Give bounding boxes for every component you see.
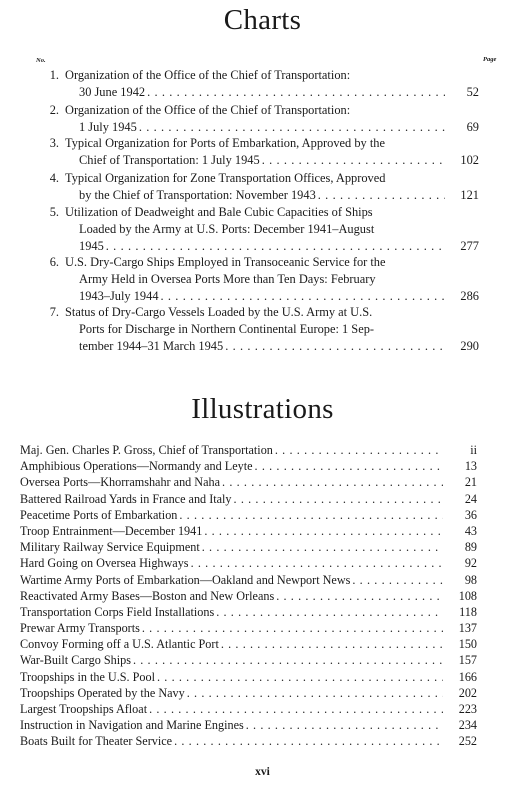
illustration-page: 166 bbox=[458, 669, 477, 684]
chart-entry-title-line: 1943–July 1944 bbox=[79, 289, 159, 303]
column-header-number: No. bbox=[36, 57, 46, 64]
dot-leader bbox=[222, 474, 443, 490]
dot-leader bbox=[234, 491, 443, 507]
illustration-entry bbox=[20, 604, 477, 620]
chart-entry-page: 52 bbox=[466, 85, 479, 99]
illustration-page: 157 bbox=[458, 653, 477, 668]
illustration-entry bbox=[20, 458, 477, 474]
illustration-entry bbox=[20, 733, 477, 749]
illustration-title: Troop Entrainment—December 1941 bbox=[20, 523, 203, 538]
charts-heading: Charts bbox=[223, 4, 302, 36]
illustration-entry bbox=[20, 588, 477, 604]
illustration-page: 13 bbox=[464, 459, 477, 474]
chart-entry-title-line: Loaded by the Army at U.S. Ports: December 1941–August bbox=[79, 222, 375, 236]
chart-entry-number: 1. bbox=[49, 68, 59, 82]
illustration-title: Hard Going on Oversea Highways bbox=[20, 556, 189, 571]
illustration-title: Amphibious Operations—Normandy and Leyte bbox=[20, 459, 253, 474]
illustration-entry bbox=[20, 620, 477, 636]
dot-leader bbox=[106, 238, 445, 255]
illustration-page: 252 bbox=[458, 734, 477, 749]
illustration-page: 118 bbox=[459, 604, 477, 619]
illustration-entry bbox=[20, 523, 477, 539]
chart-entry-page: 277 bbox=[460, 239, 479, 253]
dot-leader bbox=[221, 636, 443, 652]
chart-entry-title-line: Army Held in Oversea Ports More than Ten Days: February bbox=[79, 272, 376, 286]
illustration-title: Prewar Army Transports bbox=[20, 621, 140, 636]
chart-entry-title-line: Organization of the Office of the Chief of Transportation: bbox=[65, 103, 351, 117]
illustration-title: Oversea Ports—Khorramshahr and Naha bbox=[20, 475, 221, 490]
illustration-entry bbox=[20, 539, 477, 555]
illustration-page: 24 bbox=[464, 491, 477, 506]
dot-leader bbox=[276, 588, 443, 604]
illustration-page: 223 bbox=[458, 702, 477, 716]
illustration-title: Instruction in Navigation and Marine Engines bbox=[20, 718, 244, 733]
dot-leader bbox=[139, 119, 445, 136]
illustration-entry bbox=[20, 572, 477, 588]
illustration-page: ii bbox=[470, 443, 477, 457]
chart-entry-number: 3. bbox=[49, 136, 59, 150]
illustration-title: Battered Railroad Yards in France and Italy bbox=[20, 491, 232, 506]
illustration-page: 21 bbox=[464, 475, 477, 490]
chart-entry-page: 286 bbox=[460, 289, 479, 303]
illustration-entry bbox=[20, 442, 477, 458]
dot-leader bbox=[133, 652, 443, 668]
illustration-page: 89 bbox=[464, 540, 477, 555]
chart-entry-title-line: 1945 bbox=[79, 239, 104, 253]
illustration-entry bbox=[20, 491, 477, 507]
illustrations-list bbox=[20, 442, 477, 750]
illustration-page: 36 bbox=[464, 507, 477, 522]
illustration-entry bbox=[20, 701, 477, 717]
illustration-entry bbox=[20, 636, 477, 652]
illustration-title: Wartime Army Ports of Embarkation—Oakland and Newport News bbox=[20, 572, 351, 587]
illustration-page: 137 bbox=[458, 621, 477, 636]
chart-entry-title-line: Status of Dry-Cargo Vessels Loaded by the U.S. Army at U.S. bbox=[65, 305, 373, 319]
dot-leader bbox=[149, 701, 443, 717]
dot-leader bbox=[191, 555, 443, 571]
illustration-title: Troopships Operated by the Navy bbox=[20, 685, 185, 700]
chart-entry-number: 4. bbox=[49, 171, 59, 185]
chart-entry-number: 7. bbox=[49, 305, 59, 319]
illustration-title: Boats Built for Theater Service bbox=[20, 734, 173, 749]
dot-leader bbox=[246, 717, 443, 733]
chart-entry-title-line: Utilization of Deadweight and Bale Cubic Capacities of Ships bbox=[65, 205, 373, 219]
illustration-page: 234 bbox=[458, 718, 477, 733]
dot-leader bbox=[262, 152, 445, 169]
dot-leader bbox=[202, 539, 443, 555]
illustration-entry bbox=[20, 685, 477, 701]
dot-leader bbox=[318, 187, 445, 204]
chart-entry-title-line: Ports for Discharge in Northern Continental Europe: 1 Sep- bbox=[79, 322, 375, 336]
illustration-page: 98 bbox=[464, 572, 477, 587]
page-number: xvi bbox=[255, 766, 270, 778]
illustrations-heading: Illustrations bbox=[191, 393, 334, 425]
illustration-title: Reactivated Army Bases—Boston and New Orleans bbox=[20, 588, 275, 603]
dot-leader bbox=[161, 288, 445, 305]
chart-entry-page: 102 bbox=[460, 153, 479, 167]
illustration-title: Convoy Forming off a U.S. Atlantic Port bbox=[20, 637, 219, 652]
chart-entry-title-line: by the Chief of Transportation: November 1943 bbox=[79, 188, 316, 202]
illustration-title: Transportation Corps Field Installations bbox=[20, 604, 215, 619]
illustration-title: Troopships in the U.S. Pool bbox=[20, 669, 155, 684]
illustration-title: Maj. Gen. Charles P. Gross, Chief of Transportation bbox=[20, 443, 273, 457]
dot-leader bbox=[187, 685, 443, 701]
dot-leader bbox=[352, 572, 443, 588]
illustration-page: 108 bbox=[458, 588, 477, 603]
chart-entry-page: 121 bbox=[460, 188, 479, 202]
dot-leader bbox=[147, 84, 445, 101]
illustration-entry bbox=[20, 507, 477, 523]
chart-entry-page: 290 bbox=[460, 339, 479, 353]
chart-entry-title-line: 30 June 1942 bbox=[79, 85, 146, 99]
illustration-entry bbox=[20, 717, 477, 733]
illustration-page: 202 bbox=[458, 685, 477, 700]
chart-entry-title-line: Organization of the Office of the Chief of Transportation: bbox=[65, 68, 351, 82]
chart-entry-number: 2. bbox=[49, 103, 59, 117]
chart-entry-title-line: Typical Organization for Ports of Embarkation, Approved by the bbox=[65, 136, 385, 150]
chart-entry-title-line: Typical Organization for Zone Transportation Offices, Approved bbox=[65, 171, 386, 185]
chart-entry-number: 6. bbox=[49, 255, 59, 269]
illustration-title: Military Railway Service Equipment bbox=[20, 540, 200, 555]
chart-entry-title-line: Chief of Transportation: 1 July 1945 bbox=[79, 153, 260, 167]
illustration-title: Largest Troopships Afloat bbox=[20, 702, 148, 716]
chart-entry-title-line: 1 July 1945 bbox=[79, 120, 137, 134]
dot-leader bbox=[204, 523, 443, 539]
illustration-entry bbox=[20, 555, 477, 571]
illustration-title: Peacetime Ports of Embarkation bbox=[20, 507, 178, 522]
illustration-entry bbox=[20, 652, 477, 668]
column-header-page: Page bbox=[483, 56, 497, 63]
dot-leader bbox=[157, 669, 443, 685]
chart-entry-page: 69 bbox=[466, 120, 479, 134]
dot-leader bbox=[216, 604, 443, 620]
chart-entry-number: 5. bbox=[49, 205, 59, 219]
illustration-entry bbox=[20, 669, 477, 685]
dot-leader bbox=[179, 507, 443, 523]
illustration-page: 92 bbox=[464, 556, 477, 571]
dot-leader bbox=[255, 458, 443, 474]
dot-leader bbox=[275, 442, 443, 458]
chart-entry-title-line: U.S. Dry-Cargo Ships Employed in Transoceanic Service for the bbox=[65, 255, 386, 269]
chart-entry-title-line: tember 1944–31 March 1945 bbox=[79, 339, 224, 353]
illustration-title: War-Built Cargo Ships bbox=[20, 653, 131, 668]
illustration-entry bbox=[20, 474, 477, 490]
dot-leader bbox=[174, 733, 443, 749]
illustration-page: 43 bbox=[464, 523, 477, 538]
dot-leader bbox=[142, 620, 443, 636]
dot-leader bbox=[225, 338, 445, 355]
illustration-page: 150 bbox=[458, 637, 477, 652]
